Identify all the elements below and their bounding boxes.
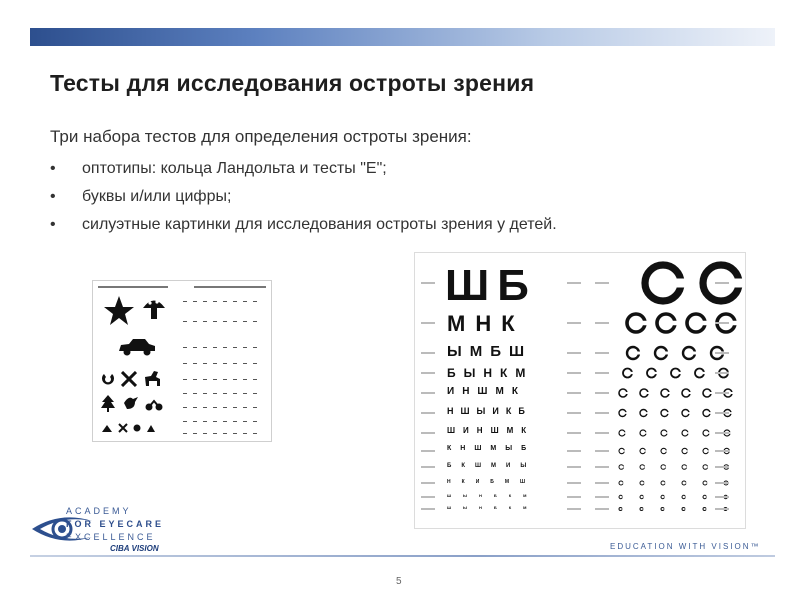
landolt-ring-gap xyxy=(640,321,648,326)
landolt-ring-gap xyxy=(642,509,643,510)
chart-letter: М xyxy=(523,493,539,498)
chart-letter: К xyxy=(461,463,475,469)
landolt-ring-gap xyxy=(685,466,687,467)
landolt-ring-gap xyxy=(665,432,668,434)
scale-mark xyxy=(595,466,609,468)
scale-mark xyxy=(421,466,435,468)
landolt-ring-gap xyxy=(700,321,708,326)
landolt-ring-gap xyxy=(687,412,690,414)
chart-letter: К xyxy=(501,311,525,336)
landolt-ring-gap xyxy=(643,483,645,484)
landolt-ring-gap xyxy=(625,392,629,394)
scale-mark xyxy=(715,352,729,354)
chart-letter: Н xyxy=(483,366,501,380)
scale-mark xyxy=(421,282,435,284)
academy-wordmark xyxy=(66,505,164,544)
landolt-ring-gap xyxy=(684,509,685,510)
scale-mark xyxy=(715,432,729,434)
scale-mark xyxy=(595,322,609,324)
bullet-text: буквы и/или цифры; xyxy=(82,188,232,205)
landolt-ring-gap xyxy=(623,450,625,451)
scale-mark xyxy=(715,282,729,284)
landolt-ring-gap xyxy=(644,432,647,434)
scale-mark xyxy=(567,466,581,468)
scale-mark xyxy=(595,372,609,374)
bullet-text: оптотипы: кольца Ландольта и тесты "Е"; xyxy=(82,160,387,177)
chart-letter: Ш xyxy=(447,493,464,498)
scale-mark xyxy=(595,482,609,484)
scale-mark xyxy=(595,450,609,452)
landolt-ring-gap xyxy=(707,450,709,451)
horse-icon xyxy=(143,369,163,387)
chart-letter: Ш xyxy=(445,261,498,310)
scale-mark xyxy=(595,412,609,414)
landolt-ring-gap xyxy=(729,412,732,414)
landolt-ring-gap xyxy=(622,483,624,484)
scale-mark xyxy=(421,352,435,354)
landolt-ring-gap xyxy=(677,372,681,374)
scale-mark xyxy=(567,282,581,284)
academy-line: EXCELLENCE xyxy=(66,532,156,542)
landolt-ring-gap xyxy=(670,279,686,288)
landolt-ring-gap xyxy=(663,509,664,510)
landolt-ring-gap xyxy=(688,392,692,394)
landolt-ring-gap xyxy=(705,509,706,510)
chart-letter: Ш xyxy=(447,426,464,435)
chart-letter: Н xyxy=(475,311,502,336)
landolt-ring-gap xyxy=(665,450,667,451)
landolt-ring-gap xyxy=(624,412,627,414)
chart-letter: К xyxy=(511,386,526,397)
mushroom-icon xyxy=(141,295,167,321)
landolt-ring-gap xyxy=(664,483,666,484)
landolt-ring-gap xyxy=(663,352,668,355)
page-number: 5 xyxy=(396,576,402,587)
landolt-ring-gap xyxy=(691,352,696,355)
scale-mark xyxy=(567,372,581,374)
chart-letter: Н xyxy=(447,406,461,416)
silhouette-picture-chart xyxy=(92,280,272,442)
scale-mark xyxy=(595,352,609,354)
landolt-ring-gap xyxy=(686,450,688,451)
scale-mark xyxy=(595,496,609,498)
bird-icon xyxy=(123,395,139,411)
chart-letter: К xyxy=(508,505,524,510)
chart-letter: Б xyxy=(518,406,532,416)
chart-letter: Ы xyxy=(463,493,479,498)
landolt-ring-gap xyxy=(664,466,666,467)
scale-mark xyxy=(421,322,435,324)
landolt-ring-gap xyxy=(663,497,665,498)
landolt-ring-gap xyxy=(653,372,657,374)
chart-letter: М xyxy=(447,311,476,336)
phone-icon xyxy=(101,373,115,387)
landolt-ring-gap xyxy=(635,352,640,355)
chart-letter: Ы xyxy=(476,406,493,416)
chart-letter: Н xyxy=(462,386,478,397)
landolt-ring-gap xyxy=(623,432,626,434)
landolt-ring-gap xyxy=(705,497,707,498)
landolt-ring-gap xyxy=(707,432,710,434)
tree-icon xyxy=(101,395,115,413)
scale-mark xyxy=(421,432,435,434)
landolt-ring-gap xyxy=(644,450,646,451)
scale-mark xyxy=(715,496,729,498)
bullet-item xyxy=(50,214,557,242)
chart-letter: К xyxy=(505,406,519,416)
scale-mark xyxy=(567,352,581,354)
car-icon xyxy=(117,337,157,357)
chart-letter: И xyxy=(475,479,491,485)
chart-letter: Ы xyxy=(463,505,479,510)
moto-icon xyxy=(145,397,163,411)
chart-letter: Б xyxy=(521,445,536,452)
landolt-ring-gap xyxy=(708,412,711,414)
chart-letter: Ы xyxy=(447,343,470,360)
scale-mark xyxy=(421,496,435,498)
scale-mark xyxy=(567,432,581,434)
landolt-ring-gap xyxy=(643,466,645,467)
academy-line: FOR EYECARE xyxy=(66,519,165,529)
scale-mark xyxy=(421,392,435,394)
scale-mark xyxy=(567,322,581,324)
scale-mark xyxy=(715,392,729,394)
scale-mark xyxy=(567,450,581,452)
bullet-list xyxy=(50,158,557,242)
chart-letter: М xyxy=(515,366,534,380)
chart-letter: Н xyxy=(478,493,494,498)
chart-letter: Ы xyxy=(520,463,537,469)
landolt-ring-gap xyxy=(684,497,686,498)
chart-letter: М xyxy=(504,479,521,485)
bullet-dot: • xyxy=(50,160,56,177)
slide-title: Тесты для исследования остроты зрения xyxy=(50,70,535,96)
landolt-ring-gap xyxy=(645,412,648,414)
scale-mark xyxy=(567,412,581,414)
scale-mark xyxy=(715,482,729,484)
scale-mark xyxy=(421,482,435,484)
scale-mark xyxy=(715,412,729,414)
chart-letter: М xyxy=(469,343,491,360)
landolt-ring-gap xyxy=(646,392,650,394)
scale-mark xyxy=(421,450,435,452)
scale-mark xyxy=(567,392,581,394)
scale-mark xyxy=(715,372,729,374)
landolt-ring-gap xyxy=(728,279,744,288)
chart-letter: К xyxy=(508,493,524,498)
chart-letter: Ы xyxy=(505,445,522,452)
scale-mark xyxy=(567,496,581,498)
chart-letter: И xyxy=(447,386,463,397)
bullet-text: силуэтные картинки для исследования остроты зрения у детей. xyxy=(82,216,557,233)
chart-letter: И xyxy=(506,463,521,469)
landolt-ring-gap xyxy=(666,412,669,414)
chart-letter: М xyxy=(523,505,539,510)
landolt-ring-gap xyxy=(621,509,622,510)
landolt-ring-gap xyxy=(622,466,624,467)
chart-letter: Ш xyxy=(447,505,464,510)
chart-letter: Б xyxy=(490,343,509,360)
chart-letter: Б xyxy=(497,261,537,310)
tools-icon xyxy=(121,371,137,387)
scale-mark xyxy=(421,412,435,414)
chart-letter: Н xyxy=(447,479,462,485)
scale-mark xyxy=(421,372,435,374)
chart-letter: Ш xyxy=(474,445,491,452)
bullet-item xyxy=(50,158,557,186)
scale-mark xyxy=(595,508,609,510)
chart-letter: М xyxy=(506,426,522,435)
chart-letter: Б xyxy=(490,479,505,485)
tagline: EDUCATION WITH VISION™ xyxy=(610,542,761,551)
chart-letter: Ш xyxy=(477,386,496,397)
chart-letter: М xyxy=(491,463,507,469)
landolt-rings-chart xyxy=(415,253,745,528)
bullet-item xyxy=(50,186,557,214)
landolt-ring-gap xyxy=(706,466,708,467)
chart-header-lines xyxy=(98,284,266,292)
chart-letter: Н xyxy=(476,426,491,435)
chart-letter: Н xyxy=(460,445,475,452)
intro-text: Три набора тестов для определения остроты зрения: xyxy=(50,127,472,146)
chart-letter: Н xyxy=(478,505,494,510)
chart-letter: К xyxy=(461,479,476,485)
scale-mark xyxy=(595,282,609,284)
scale-mark xyxy=(595,432,609,434)
chart-letter: К xyxy=(521,426,535,435)
chart-letter: К xyxy=(500,366,516,380)
scale-mark xyxy=(715,322,729,324)
bullet-dot: • xyxy=(50,216,56,233)
chart-letter: Ш xyxy=(508,343,533,360)
chart-letter: Б xyxy=(493,493,509,498)
chart-letter: Ш xyxy=(460,406,477,416)
chart-letter: М xyxy=(495,386,512,397)
landolt-ring-gap xyxy=(701,372,705,374)
landolt-ring-gap xyxy=(670,321,678,326)
landolt-ring-gap xyxy=(685,483,687,484)
scale-mark xyxy=(567,482,581,484)
chart-letter: Ш xyxy=(490,426,507,435)
letter-acuity-chart xyxy=(414,252,746,529)
landolt-ring-gap xyxy=(706,483,708,484)
star-icon xyxy=(103,295,135,327)
chart-letter: Б xyxy=(447,366,464,380)
landolt-ring-gap xyxy=(621,497,623,498)
landolt-ring-gap xyxy=(686,432,689,434)
scale-mark xyxy=(715,466,729,468)
chart-letter: Б xyxy=(493,505,509,510)
landolt-ring-gap xyxy=(730,321,738,326)
chart-letter: И xyxy=(492,406,506,416)
chart-letter: Б xyxy=(447,463,462,469)
landolt-ring-gap xyxy=(730,392,734,394)
chart-letter: Ш xyxy=(474,463,492,469)
landolt-ring-gap xyxy=(667,392,671,394)
chart-letter: Ы xyxy=(463,366,484,380)
footer-bar xyxy=(30,555,775,557)
academy-line: ACADEMY xyxy=(66,506,132,516)
bullet-dot: • xyxy=(50,188,56,205)
top-header-bar xyxy=(30,28,775,46)
chart-letter: К xyxy=(447,445,461,452)
scale-mark xyxy=(595,392,609,394)
chart-letter: Ш xyxy=(520,479,537,485)
scale-mark xyxy=(715,450,729,452)
landolt-ring-gap xyxy=(642,497,644,498)
cibavision-logo: CIBA VISION xyxy=(110,544,159,553)
landolt-ring-gap xyxy=(709,392,713,394)
scale-mark xyxy=(715,508,729,510)
scale-mark xyxy=(567,508,581,510)
scale-mark xyxy=(421,508,435,510)
chart-letter: И xyxy=(463,426,477,435)
landolt-ring-gap xyxy=(629,372,633,374)
chart-letter: М xyxy=(490,445,506,452)
small-silhouettes-icon xyxy=(101,423,161,433)
